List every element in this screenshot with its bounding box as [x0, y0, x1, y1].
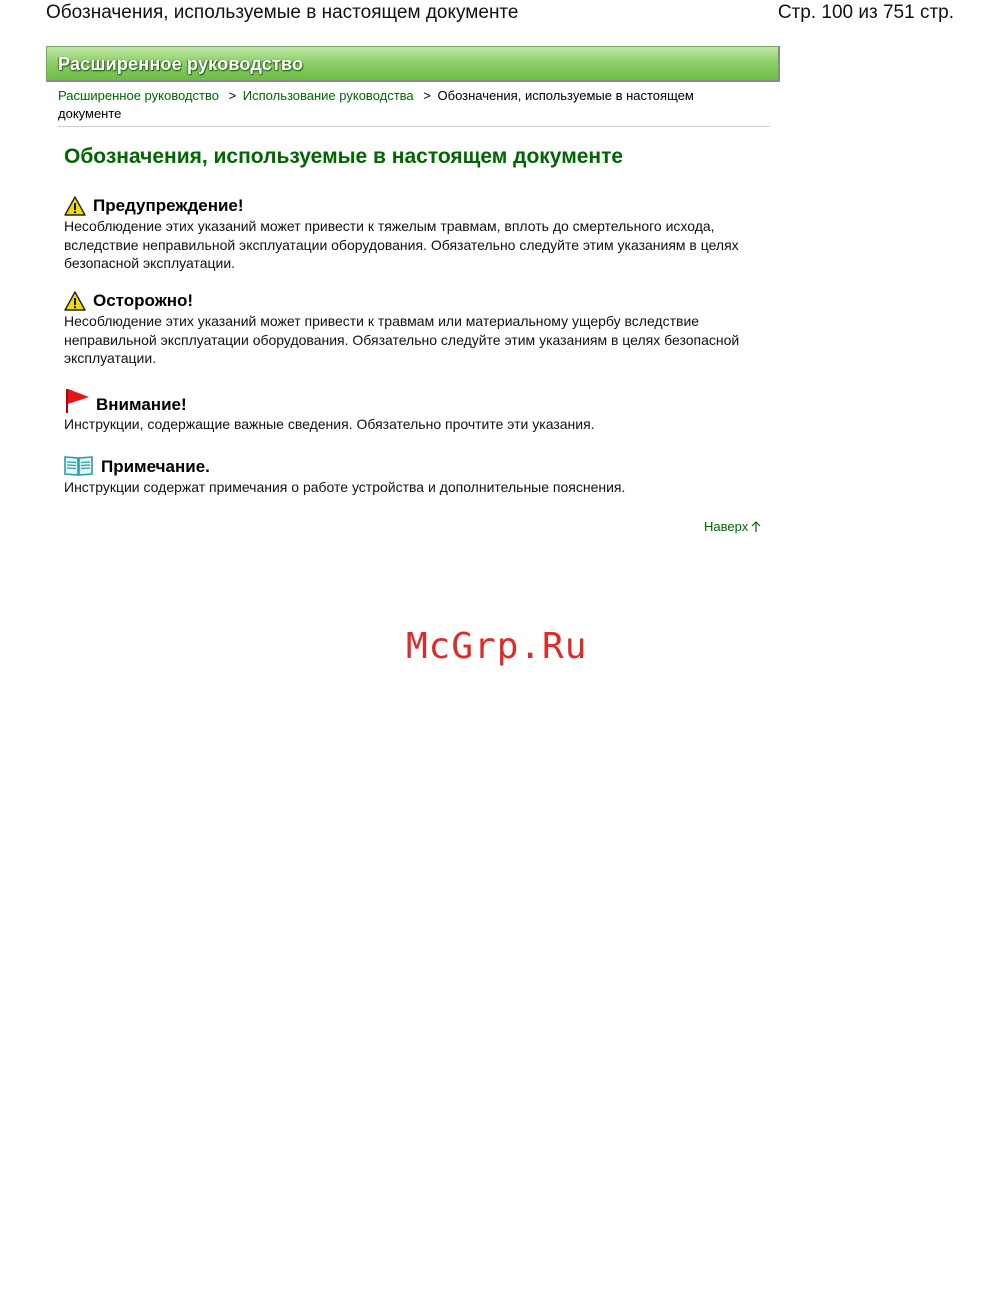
section-body: Инструкции, содержащие важные сведения. Обязательно прочтите эти указания.	[64, 416, 595, 432]
section-note	[64, 453, 764, 497]
banner-label: Расширенное руководство	[58, 54, 304, 74]
section-caution	[64, 290, 764, 368]
breadcrumb-link-advanced-guide[interactable]: Расширенное руководство	[58, 88, 219, 103]
open-book-icon	[64, 454, 93, 476]
back-to-top-label: Наверх	[704, 519, 749, 534]
warning-triangle-icon	[64, 196, 86, 216]
section-important	[64, 388, 764, 434]
section-warning	[64, 195, 764, 273]
document-title: Обозначения, используемые в настоящем документе	[46, 2, 519, 23]
section-title: Внимание!	[96, 395, 187, 414]
section-body: Инструкции содержат примечания о работе устройства и дополнительные пояснения.	[64, 479, 626, 495]
section-title: Предупреждение!	[93, 196, 244, 215]
section-body: Несоблюдение этих указаний может привести к травмам или материальному ущербу вследствие неправильной эксплуатации оборудования. Обязательно следуйте этим указаниям в целях безопасной эксплуатации.	[64, 313, 740, 366]
arrow-up-icon	[751, 521, 761, 533]
section-title: Примечание.	[101, 457, 210, 476]
section-body: Несоблюдение этих указаний может привести к тяжелым травмам, вплоть до смертельного исхода, вследствие неправильной эксплуатации оборудования. Обязательно следуйте этим указаниям в целях безопасной эксплуатации.	[64, 218, 739, 271]
section-banner	[46, 46, 780, 82]
page-title: Обозначения, используемые в настоящем документе	[64, 145, 624, 168]
breadcrumb	[58, 87, 738, 123]
breadcrumb-current: Обозначения, используемые в настоящем документе	[58, 88, 694, 121]
divider	[58, 126, 770, 127]
section-title: Осторожно!	[93, 291, 194, 310]
warning-triangle-icon	[64, 291, 86, 311]
breadcrumb-separator: >	[228, 88, 237, 103]
breadcrumb-link-using-guide[interactable]: Использование руководства	[242, 88, 414, 103]
breadcrumb-separator: >	[423, 88, 431, 103]
watermark: McGrp.Ru	[406, 626, 588, 667]
red-flag-icon	[64, 388, 90, 414]
page-header	[46, 2, 954, 28]
page-number: Стр. 100 из 751 стр.	[777, 2, 954, 23]
back-to-top-link[interactable]	[704, 519, 761, 534]
